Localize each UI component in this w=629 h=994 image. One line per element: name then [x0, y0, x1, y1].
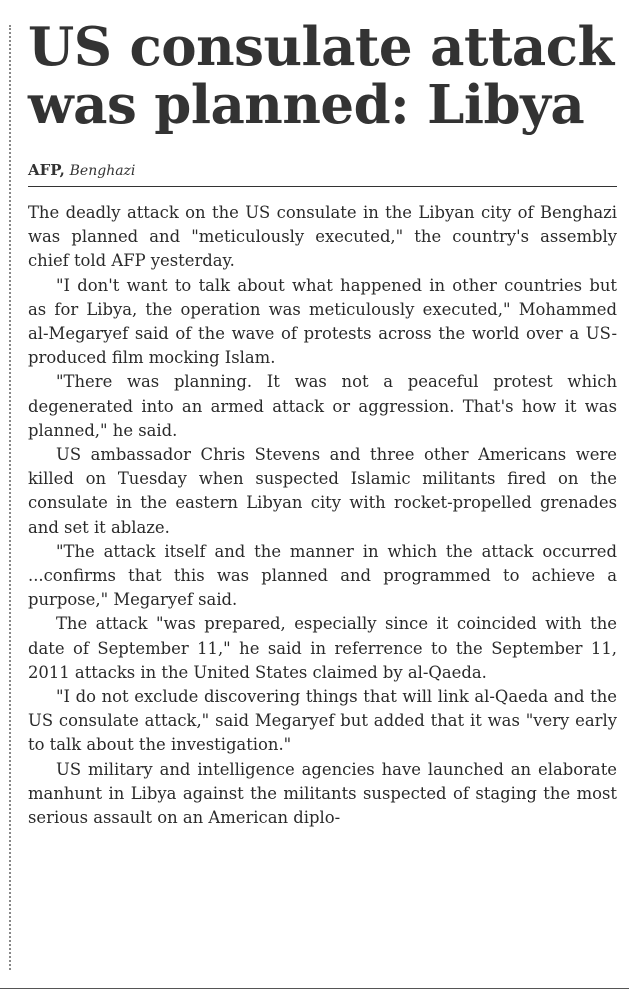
byline: [28, 161, 617, 180]
page-bottom-rule: [0, 988, 629, 989]
paragraph-3: "There was planning. It was not a peaceful protest which degenerated into an armed attack or aggression. That's how it was planned," he said.: [28, 372, 617, 440]
byline-agency: AFP,: [28, 161, 65, 179]
paragraph-5: "The attack itself and the manner in which the attack occurred ...confirms that this was planned and programmed to achieve a purpose," Megaryef said.: [28, 541, 617, 610]
paragraph-4: US ambassador Chris Stevens and three other Americans were killed on Tuesday when suspected Islamic militants fired on the consulate in the eastern Libyan city with rocket-propelled grenades and set it ablaze.: [28, 445, 617, 537]
paragraph-1: The deadly attack on the US consulate in the Libyan city of Benghazi was planned and "meticulously executed," the country's assembly chief told AFP yesterday.: [28, 203, 617, 271]
byline-divider: [28, 186, 617, 187]
headline: US consulate attack was planned: Libya: [28, 16, 614, 136]
dotted-column-rule: [9, 25, 11, 970]
news-article: [28, 18, 617, 830]
paragraph-2: "I don't want to talk about what happened in other countries but as for Libya, the operation was meticulously executed," Mohammed al-Megaryef said of the wave of protests across the world over a US-produced film mocking Islam.: [28, 275, 617, 368]
paragraph-6: The attack "was prepared, especially since it coincided with the date of September 11," he said in referrence to the September 11, 2011 attacks in the United States claimed by al-Qaeda.: [28, 614, 617, 682]
paragraph-7: "I do not exclude discovering things that will link al-Qaeda and the US consulate attack," said Megaryef but added that it was "very early to talk about the investigation.": [28, 687, 617, 755]
article-body: [28, 201, 617, 830]
paragraph-8: US military and intelligence agencies have launched an elaborate manhunt in Libya against the militants suspected of staging the most serious assault on an American diplo-: [28, 759, 617, 828]
byline-dateline: Benghazi: [69, 163, 136, 179]
